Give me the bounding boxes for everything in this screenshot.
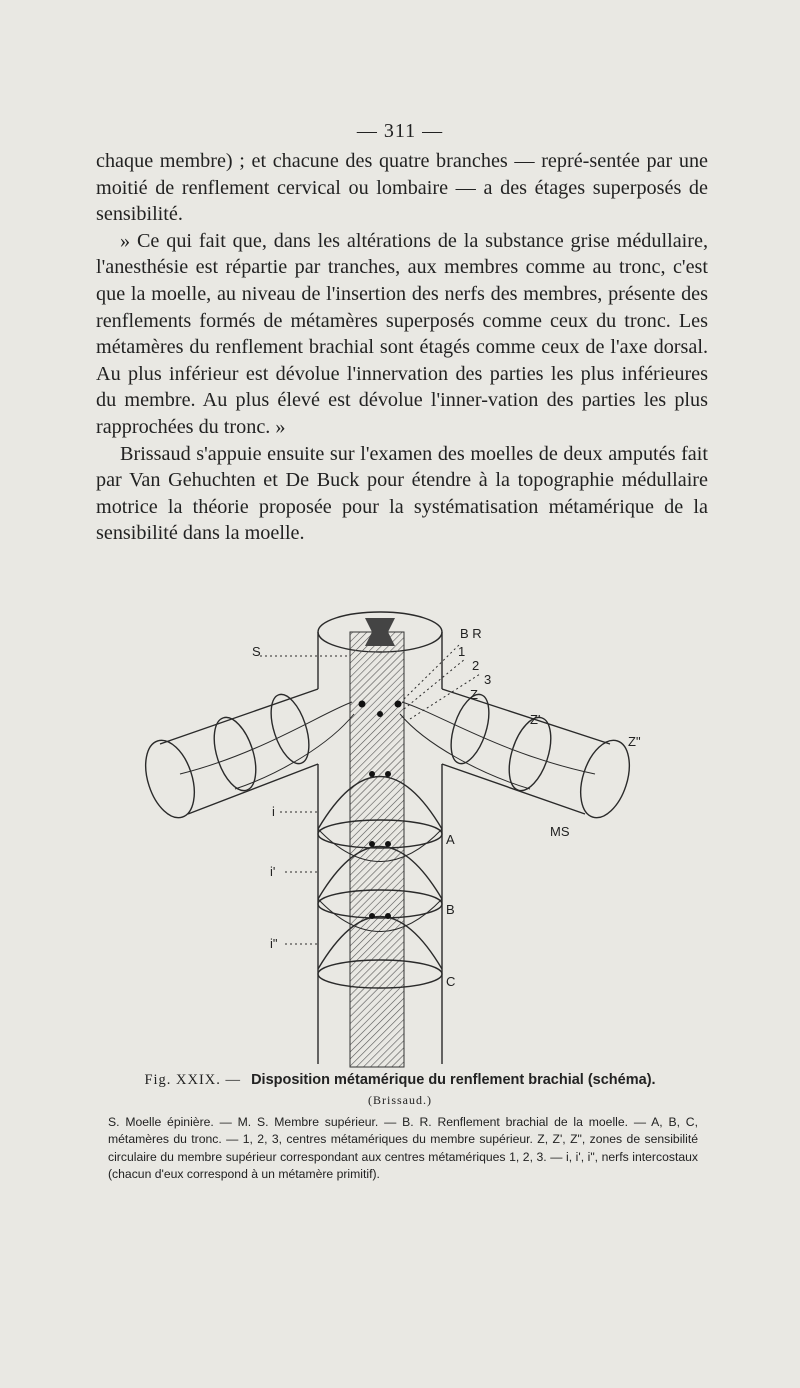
- figure-caption: [0, 1072, 800, 1089]
- label-ms: MS: [550, 824, 570, 839]
- label-i1: i': [270, 864, 276, 879]
- body-text: [96, 148, 708, 547]
- label-i: i: [272, 804, 275, 819]
- right-arm: [442, 689, 610, 814]
- figure-title: Disposition métamérique du renflement brachial (schéma).: [251, 1072, 656, 1088]
- label-z2: Z": [628, 734, 641, 749]
- paragraph-3: Brissaud s'appuie ensuite sur l'examen des moelles de deux amputés fait par Van Gehuchten et De Buck pour étendre à la topographie médullaire motrice la théorie proposée pour la systématisation métamérique de la sensibilité dans la moelle.: [96, 442, 708, 545]
- figure-schema: [140, 604, 660, 1070]
- label-c: C: [446, 974, 456, 989]
- label-3: 3: [484, 672, 492, 687]
- label-2: 2: [472, 658, 480, 673]
- figure-diagram: [140, 604, 660, 1070]
- label-s: S: [252, 644, 261, 659]
- label-z1: Z': [530, 712, 541, 727]
- label-a: A: [446, 832, 455, 847]
- left-arm: [160, 689, 318, 814]
- figure-legend: S. Moelle épinière. — M. S. Membre supérieur. — B. R. Renflement brachial de la moelle. — A, B, C, métamères du tronc. — 1, 2, 3, centres métamériques du membre supérieur. Z, Z', Z", zones de sensibilité circulaire du membre supérieur correspondant aux centres métamériques 1, 2, 3. — i, i', i", nerfs intercostaux (chacun d'eux correspond à un métamère primitif).: [108, 1115, 698, 1182]
- label-1: 1: [458, 644, 466, 659]
- figure-credit: (Brissaud.): [368, 1093, 432, 1107]
- label-z: Z: [470, 687, 478, 702]
- page-number: — 311 —: [356, 120, 444, 142]
- figure-number: Fig. XXIX. —: [144, 1072, 242, 1088]
- label-b: B: [446, 902, 455, 917]
- paragraph-1: chaque membre) ; et chacune des quatre branches — repré-sentée par une moitié de renflement cervical ou lombaire — a des étages superposés de sensibilité.: [96, 150, 708, 226]
- label-br: B R: [460, 626, 482, 641]
- paragraph-2: » Ce qui fait que, dans les altérations de la substance grise médullaire, l'anesthésie est répartie par tranches, aux membres comme au tronc, c'est que la moelle, au niveau de l'insertion des nerfs des membres, présente des renflements formés de métamères superposés comme ceux du tronc. Les métamères du renflement brachial sont étagés comme ceux de l'axe dorsal. Au plus inférieur est dévolue l'innervation des parties les plus inférieures du membre. Au plus élevé est dévolue l'inner-vation des parties les plus rapprochées du tronc. »: [96, 229, 708, 438]
- label-i2: i": [270, 936, 278, 951]
